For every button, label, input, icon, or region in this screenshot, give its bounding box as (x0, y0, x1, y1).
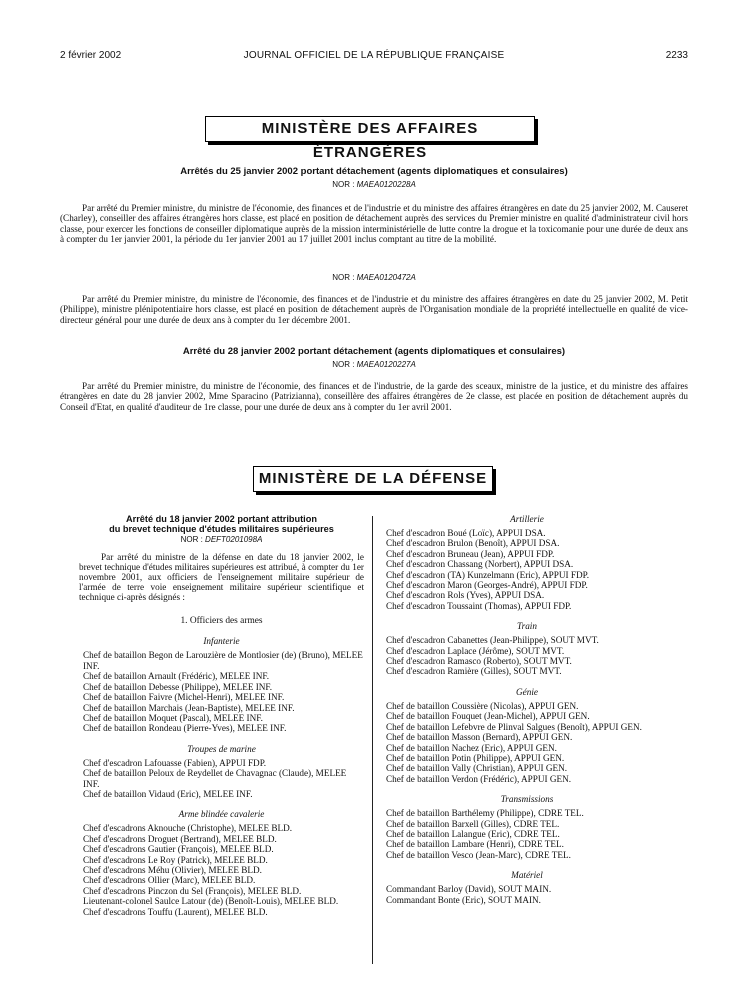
officer-entry: Chef d'escadrons Méhu (Olivier), MELEE BLD. (83, 864, 262, 875)
officer-list (382, 808, 672, 860)
officer-entry: Chef d'escadrons Gautier (François), MELEE BLD. (83, 844, 274, 855)
officer-entry: Chef de bataillon Lefebvre de Plinval Salgues (Benoît), APPUI GEN. (386, 721, 642, 732)
officer-entry: Chef d'escadron Cabanettes (Jean-Philippe), SOUT MVT. (386, 635, 599, 646)
nor-code: MAEA0120472A (356, 273, 416, 282)
officer-entry: Chef de bataillon Begon de Larouzière de Montlosier (de) (Bruno), MELEE INF. (83, 650, 363, 671)
officer-entry: Chef d'escadron Brulon (Benoît), APPUI DSA. (386, 538, 560, 549)
officer-list (382, 528, 672, 611)
officer-entry: Chef d'escadron Lafouasse (Fabien), APPUI FDP. (83, 757, 267, 768)
officer-entry: Chef d'escadron Ramasco (Roberto), SOUT MVT. (386, 656, 572, 667)
decree-paragraph: Par arrêté du Premier ministre, du ministre de l'économie, des finances et de l'industrie, de la garde des sceaux, ministre de la justice, et du ministre des affaires étrangères en date du 28 janvier 2002, Mme Sparacino (Patrizianna), conseillère des affaires étrangères de 2e classe, est placée en position de détachement auprès du Conseil d'Etat, en qualité d'auditeur de 1re classe, pour une durée de deux ans à compter du 1er avril 2001. (60, 381, 688, 412)
officer-entry: Chef d'escadron Toussaint (Thomas), APPUI FDP. (386, 600, 572, 611)
officer-entry: Chef de bataillon Peloux de Reydellet de Chavagnac (Claude), MELEE INF. (83, 768, 347, 789)
officer-entry: Commandant Bonte (Eric), SOUT MAIN. (386, 894, 541, 905)
officer-list (79, 758, 364, 800)
left-officer-groups (79, 636, 364, 917)
officer-entry: Chef d'escadron Bruneau (Jean), APPUI FDP. (386, 548, 555, 559)
officer-list (382, 635, 672, 677)
officer-list (79, 650, 364, 733)
right-column (382, 514, 672, 915)
officer-entry: Chef de bataillon Marchais (Jean-Baptiste), MELEE INF. (83, 702, 295, 713)
nor-reference (60, 180, 688, 189)
right-officer-groups (382, 514, 672, 905)
officer-entry: Chef de bataillon Vally (Christian), APPUI GEN. (386, 763, 568, 774)
ministry-heading-foreign-affairs: MINISTÈRE DES AFFAIRES ÉTRANGÈRES (205, 116, 535, 142)
decree-title-25-jan: Arrêtés du 25 janvier 2002 portant détachement (agents diplomatiques et consulaires) (180, 166, 568, 177)
decree-paragraph: Par arrêté du Premier ministre, du ministre de l'économie, des finances et de l'industrie et du ministre des affaires étrangères en date du 25 janvier 2002, M. Causeret (Charley), conseiller des affaires étrangères hors classe, est placé en position de détachement auprès des services du Premier ministre en qualité d'administrateur civil hors classe, pour exercer les fonctions de conseiller diplomatique auprès de la mission interministérielle de lutte contre la drogue et la toxicomanie pour une durée de deux ans à compter du 1er janvier 2001, la période du 1er janvier 2001 au 17 juillet 2001 inclus comptant au titre de la mobilité. (60, 203, 688, 244)
officer-entry: Lieutenant-colonel Saulce Latour (de) (Benoît-Louis), MELEE BLD. (83, 896, 339, 907)
officer-entry: Chef d'escadron Chassang (Norbert), APPUI DSA. (386, 559, 574, 570)
officer-entry: Chef de bataillon Debesse (Philippe), MELEE INF. (83, 681, 273, 692)
decree-title-28-jan: Arrêté du 28 janvier 2002 portant détachement (agents diplomatiques et consulaires) (182, 346, 566, 357)
officer-entry: Chef d'escadron Laplace (Jérôme), SOUT MVT. (386, 645, 565, 656)
branch-heading: Troupes de marine (187, 743, 256, 754)
officer-entry: Chef de bataillon Vidaud (Eric), MELEE INF. (83, 788, 253, 799)
officer-entry: Chef de bataillon Barthélemy (Philippe), CDRE TEL. (386, 808, 584, 819)
branch-heading: Artillerie (510, 514, 544, 524)
page-header (60, 50, 688, 66)
officer-entry: Chef de bataillon Vesco (Jean-Marc), CDRE TEL. (386, 849, 571, 860)
decree-title-18-jan-line2: du brevet technique d'études militaires supérieures (109, 524, 334, 534)
officer-entry: Chef d'escadron Boué (Loïc), APPUI DSA. (386, 528, 546, 538)
nor-reference (60, 273, 688, 282)
branch-heading: Arme blindée cavalerie (178, 809, 265, 820)
header-date: 2 février 2002 (60, 50, 122, 61)
decree-paragraph: Par arrêté du Premier ministre, du ministre de l'économie, des finances et de l'industrie et du ministre des affaires étrangères en date du 25 janvier 2002, M. Petit (Philippe), ministre plénipotentiaire hors classe, est placé en position de détachement auprès de l'Organisation mondiale de la propriété intellectuelle en qualité de vice-directeur général pour une durée de deux ans à compter du 1er décembre 2001. (60, 294, 688, 325)
nor-code: DEFT0201098A (205, 535, 263, 544)
section-heading: 1. Officiers des armes (180, 616, 263, 627)
nor-reference (79, 535, 364, 544)
decree-title-18-jan-line1: Arrêté du 18 janvier 2002 portant attribution (126, 514, 317, 524)
nor-reference (60, 360, 688, 369)
branch-heading: Transmissions (500, 794, 554, 805)
officer-entry: Chef de bataillon Rondeau (Pierre-Yves), MELEE INF. (83, 723, 287, 734)
officer-entry: Chef d'escadron Ramière (Gilles), SOUT MVT. (386, 666, 562, 677)
officer-list (79, 823, 364, 917)
officer-entry: Chef d'escadrons Aknouche (Christophe), MELEE BLD. (83, 823, 293, 834)
officer-entry: Chef d'escadron Maron (Georges-André), APPUI FDP. (386, 580, 588, 591)
officer-entry: Chef de bataillon Lambare (Henri), CDRE TEL. (386, 839, 564, 850)
officer-entry: Chef de bataillon Potin (Philippe), APPUI GEN. (386, 752, 565, 763)
officer-entry: Chef de bataillon Lalangue (Eric), CDRE TEL. (386, 828, 560, 839)
decree-paragraph: Par arrêté du ministre de la défense en date du 18 janvier 2002, le brevet technique d'études militaires supérieures est attribué, à compter du 1er novembre 2001, aux officiers de l'enseignement militaire supérieur de l'armée de terre voie enseignement militaire supérieur scientifique et technique ci-après désignés : (79, 552, 364, 603)
branch-heading: Matériel (511, 870, 543, 881)
officer-entry: Chef d'escadrons Le Roy (Patrick), MELEE BLD. (83, 854, 268, 865)
officer-entry: Chef de bataillon Moquet (Pascal), MELEE INF. (83, 712, 263, 723)
officer-entry: Chef de bataillon Fouquet (Jean-Michel), APPUI GEN. (386, 711, 590, 722)
officer-list (382, 884, 672, 905)
branch-heading: Infanterie (203, 636, 240, 647)
officer-entry: Chef d'escadrons Pinczon du Sel (François), MELEE BLD. (83, 885, 302, 896)
column-divider (372, 516, 373, 964)
officer-entry: Chef de bataillon Barxell (Gilles), CDRE TEL. (386, 818, 560, 829)
officer-entry: Chef de bataillon Nachez (Eric), APPUI GEN. (386, 742, 557, 753)
branch-heading: Train (517, 621, 537, 632)
branch-heading: Génie (516, 686, 538, 697)
nor-label: NOR : (332, 273, 355, 282)
officer-entry: Commandant Barloy (David), SOUT MAIN. (386, 884, 552, 895)
officer-entry: Chef d'escadron (TA) Kunzelmann (Eric), APPUI FDP. (386, 569, 590, 580)
officer-entry: Chef d'escadrons Droguet (Bertrand), MELEE BLD. (83, 833, 277, 844)
header-journal-title: JOURNAL OFFICIEL DE LA RÉPUBLIQUE FRANÇAISE (243, 50, 505, 61)
officer-list (382, 701, 672, 784)
officer-entry: Chef d'escadrons Ollier (Marc), MELEE BLD. (83, 875, 256, 886)
officer-entry: Chef d'escadron Rols (Yves), APPUI DSA. (386, 590, 545, 601)
officer-entry: Chef d'escadrons Touffu (Laurent), MELEE BLD. (83, 906, 268, 917)
nor-label: NOR : (332, 180, 355, 189)
ministry-heading-defense: MINISTÈRE DE LA DÉFENSE (253, 466, 493, 492)
officer-entry: Chef de bataillon Faivre (Michel-Henri), MELEE INF. (83, 692, 285, 703)
nor-code: MAEA0120227A (356, 360, 416, 369)
header-page-number: 2233 (665, 50, 688, 61)
officer-entry: Chef de bataillon Verdon (Frédéric), APPUI GEN. (386, 773, 572, 784)
left-column (79, 514, 364, 927)
nor-code: MAEA0120228A (356, 180, 416, 189)
officer-entry: Chef de bataillon Coussière (Nicolas), APPUI GEN. (386, 700, 579, 711)
officer-entry: Chef de bataillon Arnault (Frédéric), MELEE INF. (83, 671, 270, 682)
nor-label: NOR : (332, 360, 355, 369)
nor-label: NOR : (180, 535, 203, 544)
officer-entry: Chef de bataillon Masson (Bernard), APPUI GEN. (386, 732, 573, 743)
